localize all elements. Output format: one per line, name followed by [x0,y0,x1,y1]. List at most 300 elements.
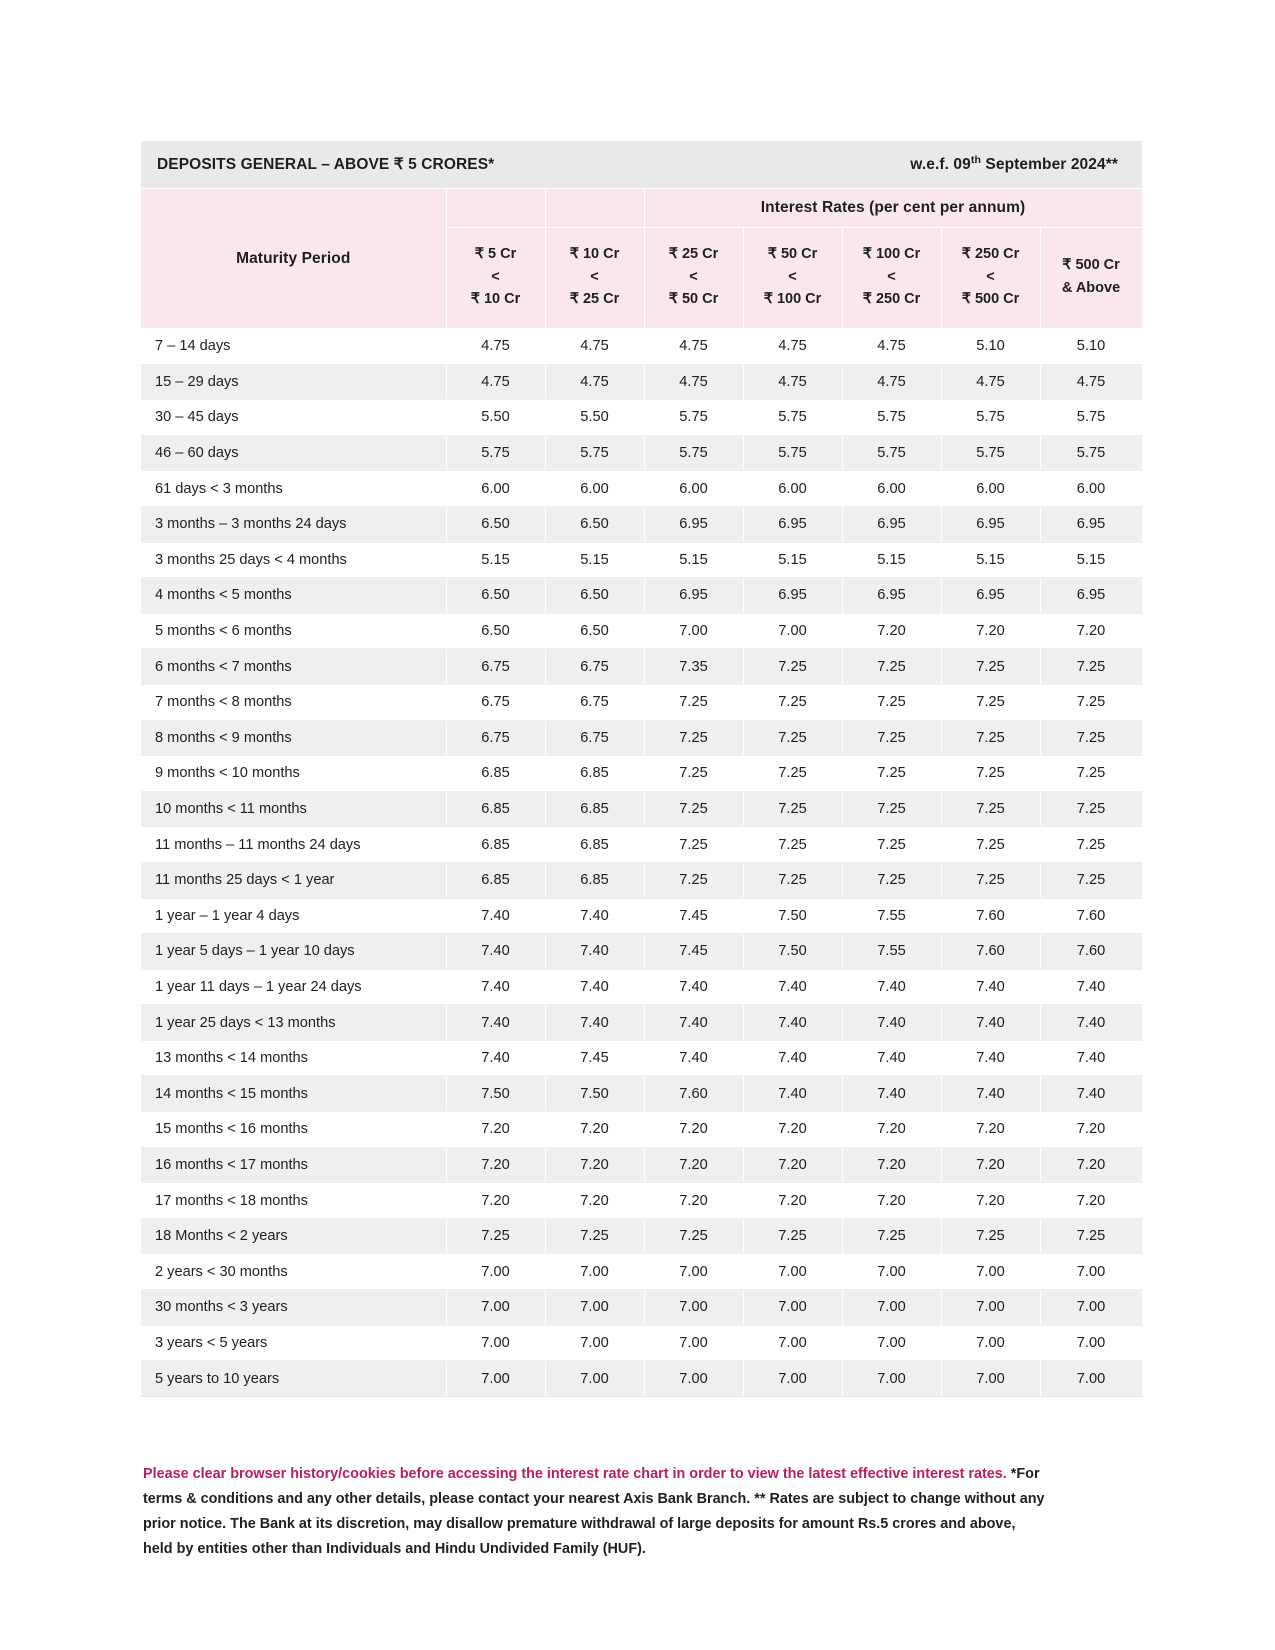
cell-rate-slab-7: 7.25 [1040,684,1142,720]
cell-rate-slab-6: 7.60 [941,934,1040,970]
cell-rate-slab-2: 7.00 [545,1325,644,1361]
column-header-maturity-period: Maturity Period [141,189,446,329]
cell-rate-slab-7: 7.25 [1040,720,1142,756]
cell-rate-slab-7: 7.25 [1040,1218,1142,1254]
cell-rate-slab-1: 6.50 [446,578,545,614]
cell-rate-slab-2: 6.75 [545,649,644,685]
cell-rate-slab-1: 7.40 [446,898,545,934]
table-row [141,1218,1142,1254]
table-row [141,578,1142,614]
cell-rate-slab-5: 7.00 [842,1290,941,1326]
cell-rate-slab-1: 7.00 [446,1361,545,1397]
table-row [141,1183,1142,1219]
cell-rate-slab-3: 4.75 [644,364,743,400]
cell-rate-slab-4: 7.20 [743,1183,842,1219]
cell-rate-slab-7: 7.00 [1040,1325,1142,1361]
cell-rate-slab-7: 6.95 [1040,506,1142,542]
cell-rate-slab-3: 7.00 [644,1290,743,1326]
cell-rate-slab-3: 6.00 [644,471,743,507]
cell-maturity-period: 5 months < 6 months [141,613,446,649]
cell-rate-slab-7: 6.95 [1040,578,1142,614]
slab-5-bottom: ₹ 250 Cr [862,291,921,308]
cell-rate-slab-1: 4.75 [446,329,545,365]
cell-rate-slab-4: 6.95 [743,506,842,542]
cell-rate-slab-7: 7.25 [1040,862,1142,898]
cell-rate-slab-5: 7.25 [842,756,941,792]
cell-rate-slab-4: 4.75 [743,329,842,365]
cell-rate-slab-6: 7.25 [941,756,1040,792]
cell-rate-slab-1: 7.40 [446,1040,545,1076]
table-row [141,435,1142,471]
slab-1-bottom: ₹ 10 Cr [470,291,521,308]
cell-rate-slab-4: 7.00 [743,1290,842,1326]
cell-rate-slab-1: 6.75 [446,684,545,720]
cell-rate-slab-7: 7.25 [1040,791,1142,827]
cell-rate-slab-2: 6.50 [545,506,644,542]
cell-rate-slab-5: 7.20 [842,1112,941,1148]
cell-rate-slab-1: 6.85 [446,862,545,898]
slab-4-operator: < [788,268,797,285]
table-row [141,898,1142,934]
cell-rate-slab-7: 4.75 [1040,364,1142,400]
table-row [141,756,1142,792]
cell-rate-slab-7: 6.00 [1040,471,1142,507]
cell-rate-slab-7: 7.00 [1040,1361,1142,1397]
table-row [141,364,1142,400]
cell-rate-slab-3: 7.20 [644,1112,743,1148]
effective-date-suffix: September 2024** [981,155,1118,173]
cell-rate-slab-2: 6.00 [545,471,644,507]
cell-rate-slab-2: 5.50 [545,400,644,436]
cell-maturity-period: 7 months < 8 months [141,684,446,720]
cell-rate-slab-3: 7.40 [644,969,743,1005]
table-title-bar [141,141,1142,189]
cell-rate-slab-2: 6.50 [545,578,644,614]
cell-rate-slab-6: 7.40 [941,1040,1040,1076]
table-row [141,649,1142,685]
table-row [141,1112,1142,1148]
cell-rate-slab-2: 7.40 [545,934,644,970]
cell-rate-slab-4: 7.40 [743,1005,842,1041]
cell-rate-slab-4: 7.25 [743,862,842,898]
cell-rate-slab-7: 7.40 [1040,1076,1142,1112]
cell-rate-slab-4: 7.20 [743,1112,842,1148]
cell-rate-slab-3: 4.75 [644,329,743,365]
cell-rate-slab-7: 5.15 [1040,542,1142,578]
table-row [141,827,1142,863]
cell-maturity-period: 5 years to 10 years [141,1361,446,1397]
cell-rate-slab-1: 6.75 [446,649,545,685]
cell-maturity-period: 8 months < 9 months [141,720,446,756]
cell-rate-slab-4: 7.40 [743,1040,842,1076]
column-header-slab-5 [842,228,941,329]
table-row [141,1147,1142,1183]
cell-rate-slab-6: 7.20 [941,1147,1040,1183]
cell-rate-slab-3: 7.00 [644,1254,743,1290]
header-spacer-2 [545,189,644,228]
cell-rate-slab-6: 4.75 [941,364,1040,400]
cell-rate-slab-4: 5.75 [743,400,842,436]
cell-rate-slab-5: 6.00 [842,471,941,507]
table-row [141,720,1142,756]
cell-rate-slab-6: 5.10 [941,329,1040,365]
table-head-row-top [141,189,1142,228]
cell-rate-slab-6: 7.25 [941,862,1040,898]
cell-rate-slab-3: 7.60 [644,1076,743,1112]
cell-rate-slab-4: 7.25 [743,684,842,720]
slab-2-operator: < [590,268,599,285]
cell-rate-slab-5: 7.00 [842,1325,941,1361]
cell-rate-slab-5: 5.75 [842,435,941,471]
cell-rate-slab-3: 7.00 [644,1361,743,1397]
cell-rate-slab-5: 4.75 [842,364,941,400]
column-header-slab-2 [545,228,644,329]
cell-rate-slab-1: 7.00 [446,1290,545,1326]
cell-rate-slab-5: 5.15 [842,542,941,578]
table-row [141,1005,1142,1041]
cell-rate-slab-4: 7.00 [743,1254,842,1290]
cell-maturity-period: 3 months – 3 months 24 days [141,506,446,542]
cell-rate-slab-5: 7.20 [842,613,941,649]
cell-maturity-period: 61 days < 3 months [141,471,446,507]
cell-rate-slab-7: 7.20 [1040,1112,1142,1148]
cell-maturity-period: 1 year 11 days – 1 year 24 days [141,969,446,1005]
cell-rate-slab-5: 7.40 [842,1040,941,1076]
slab-1-operator: < [491,268,500,285]
cell-rate-slab-3: 5.75 [644,435,743,471]
cell-maturity-period: 13 months < 14 months [141,1040,446,1076]
cell-rate-slab-2: 6.85 [545,862,644,898]
cell-rate-slab-3: 7.45 [644,934,743,970]
cell-rate-slab-3: 5.15 [644,542,743,578]
cell-rate-slab-6: 7.60 [941,898,1040,934]
column-header-slab-4 [743,228,842,329]
slab-6-bottom: ₹ 500 Cr [961,291,1020,308]
cell-maturity-period: 10 months < 11 months [141,791,446,827]
cell-rate-slab-5: 7.25 [842,1218,941,1254]
cell-rate-slab-2: 7.50 [545,1076,644,1112]
cell-rate-slab-6: 7.25 [941,1218,1040,1254]
cell-rate-slab-5: 7.20 [842,1183,941,1219]
cell-maturity-period: 6 months < 7 months [141,649,446,685]
slab-6-operator: < [986,268,995,285]
cell-rate-slab-6: 6.95 [941,578,1040,614]
cell-rate-slab-4: 7.00 [743,1325,842,1361]
cell-rate-slab-3: 7.35 [644,649,743,685]
cell-rate-slab-2: 7.25 [545,1218,644,1254]
cell-rate-slab-3: 7.20 [644,1147,743,1183]
cell-rate-slab-4: 7.20 [743,1147,842,1183]
slab-3-operator: < [689,268,698,285]
cell-rate-slab-6: 7.40 [941,969,1040,1005]
cell-rate-slab-4: 7.40 [743,1076,842,1112]
cell-rate-slab-2: 4.75 [545,364,644,400]
cell-maturity-period: 15 – 29 days [141,364,446,400]
cell-maturity-period: 17 months < 18 months [141,1183,446,1219]
table-row [141,969,1142,1005]
cell-rate-slab-5: 7.25 [842,827,941,863]
cell-rate-slab-4: 7.40 [743,969,842,1005]
cell-rate-slab-7: 5.75 [1040,400,1142,436]
cell-rate-slab-2: 6.85 [545,791,644,827]
cell-maturity-period: 4 months < 5 months [141,578,446,614]
cell-rate-slab-3: 7.25 [644,791,743,827]
cell-rate-slab-3: 7.25 [644,1218,743,1254]
cell-rate-slab-4: 7.25 [743,791,842,827]
cell-rate-slab-3: 7.20 [644,1183,743,1219]
cell-rate-slab-7: 7.20 [1040,1147,1142,1183]
cell-rate-slab-2: 7.45 [545,1040,644,1076]
cell-rate-slab-7: 7.20 [1040,1183,1142,1219]
cell-rate-slab-7: 7.20 [1040,613,1142,649]
slab-7-top: ₹ 500 Cr [1062,256,1120,273]
cell-rate-slab-6: 7.25 [941,827,1040,863]
table-row [141,1254,1142,1290]
cell-rate-slab-5: 6.95 [842,506,941,542]
table-head [141,189,1142,329]
cell-rate-slab-1: 7.00 [446,1254,545,1290]
cell-rate-slab-4: 7.50 [743,934,842,970]
slab-3-top: ₹ 25 Cr [668,246,719,263]
table-row [141,934,1142,970]
cell-rate-slab-6: 7.20 [941,1183,1040,1219]
cell-rate-slab-6: 7.25 [941,684,1040,720]
rates-sheet [141,141,1142,1397]
cell-rate-slab-3: 5.75 [644,400,743,436]
cell-rate-slab-1: 7.00 [446,1325,545,1361]
slab-3-bottom: ₹ 50 Cr [668,291,719,308]
table-row [141,613,1142,649]
cell-rate-slab-2: 5.75 [545,435,644,471]
cell-rate-slab-6: 7.00 [941,1290,1040,1326]
footer-note [143,1462,1048,1562]
cell-rate-slab-5: 7.55 [842,934,941,970]
interest-rates-table [141,189,1143,1397]
column-header-slab-6 [941,228,1040,329]
cell-maturity-period: 2 years < 30 months [141,1254,446,1290]
cell-rate-slab-3: 7.25 [644,862,743,898]
table-row [141,1361,1142,1397]
cell-rate-slab-2: 7.40 [545,1005,644,1041]
cell-rate-slab-5: 7.00 [842,1254,941,1290]
cell-rate-slab-5: 7.25 [842,684,941,720]
cell-rate-slab-6: 7.00 [941,1361,1040,1397]
cell-rate-slab-7: 7.25 [1040,827,1142,863]
cell-rate-slab-1: 5.50 [446,400,545,436]
cell-rate-slab-5: 7.20 [842,1147,941,1183]
cell-rate-slab-1: 7.40 [446,934,545,970]
cell-rate-slab-2: 6.50 [545,613,644,649]
column-header-slab-3 [644,228,743,329]
cell-rate-slab-1: 5.15 [446,542,545,578]
cell-rate-slab-4: 6.95 [743,578,842,614]
slab-1-top: ₹ 5 Cr [474,246,517,263]
cell-rate-slab-3: 7.45 [644,898,743,934]
cell-rate-slab-6: 7.40 [941,1076,1040,1112]
cell-rate-slab-7: 7.25 [1040,756,1142,792]
cell-rate-slab-1: 7.20 [446,1147,545,1183]
slab-5-top: ₹ 100 Cr [862,246,921,263]
table-row [141,791,1142,827]
cell-rate-slab-7: 7.25 [1040,649,1142,685]
cell-rate-slab-2: 7.00 [545,1254,644,1290]
slab-4-bottom: ₹ 100 Cr [763,291,822,308]
cell-rate-slab-7: 7.40 [1040,969,1142,1005]
cell-rate-slab-1: 6.85 [446,791,545,827]
slab-7-bottom: & Above [1061,280,1121,296]
footer-note-rest: *For terms & conditions and any other details, please contact your nearest Axis Bank Branch. ** Rates are subject to change without any prior notice. The Bank at its discretion, may disallow premature withdrawal of large deposits for amount Rs.5 crores and above, held by entities other than Individuals and Hindu Undivided Family (HUF). [143,1466,1045,1557]
cell-rate-slab-3: 7.25 [644,720,743,756]
cell-maturity-period: 1 year 25 days < 13 months [141,1005,446,1041]
cell-rate-slab-6: 6.00 [941,471,1040,507]
effective-date-prefix: w.e.f. 09 [910,155,971,173]
cell-rate-slab-4: 6.00 [743,471,842,507]
cell-rate-slab-2: 6.85 [545,827,644,863]
cell-maturity-period: 1 year 5 days – 1 year 10 days [141,934,446,970]
cell-rate-slab-3: 6.95 [644,506,743,542]
cell-rate-slab-2: 7.40 [545,898,644,934]
cell-rate-slab-2: 7.00 [545,1361,644,1397]
cell-rate-slab-6: 5.75 [941,435,1040,471]
cell-rate-slab-1: 7.20 [446,1183,545,1219]
cell-rate-slab-2: 6.75 [545,684,644,720]
cell-maturity-period: 9 months < 10 months [141,756,446,792]
cell-maturity-period: 3 months 25 days < 4 months [141,542,446,578]
effective-date [910,153,1126,174]
table-row [141,542,1142,578]
cell-rate-slab-4: 7.25 [743,1218,842,1254]
footer-note-highlight: Please clear browser history/cookies before accessing the interest rate chart in order to view the latest effective interest rates. [143,1466,1007,1482]
cell-rate-slab-4: 7.00 [743,613,842,649]
cell-maturity-period: 30 months < 3 years [141,1290,446,1326]
cell-rate-slab-5: 7.40 [842,969,941,1005]
cell-rate-slab-2: 6.85 [545,756,644,792]
cell-maturity-period: 46 – 60 days [141,435,446,471]
cell-rate-slab-6: 7.00 [941,1325,1040,1361]
cell-maturity-period: 15 months < 16 months [141,1112,446,1148]
cell-rate-slab-6: 7.25 [941,720,1040,756]
table-row [141,329,1142,365]
cell-rate-slab-4: 5.75 [743,435,842,471]
cell-rate-slab-2: 7.00 [545,1290,644,1326]
cell-maturity-period: 11 months 25 days < 1 year [141,862,446,898]
cell-rate-slab-5: 6.95 [842,578,941,614]
cell-maturity-period: 1 year – 1 year 4 days [141,898,446,934]
cell-rate-slab-1: 6.85 [446,756,545,792]
table-row [141,1076,1142,1112]
cell-rate-slab-5: 7.25 [842,720,941,756]
cell-rate-slab-4: 5.15 [743,542,842,578]
cell-rate-slab-2: 7.20 [545,1183,644,1219]
cell-rate-slab-3: 7.25 [644,684,743,720]
cell-rate-slab-5: 7.40 [842,1005,941,1041]
header-spacer-1 [446,189,545,228]
slab-6-top: ₹ 250 Cr [961,246,1020,263]
cell-rate-slab-3: 7.40 [644,1040,743,1076]
cell-maturity-period: 14 months < 15 months [141,1076,446,1112]
cell-rate-slab-6: 5.75 [941,400,1040,436]
column-header-slab-7 [1040,228,1142,329]
cell-rate-slab-2: 7.20 [545,1112,644,1148]
slab-5-operator: < [887,268,896,285]
cell-rate-slab-5: 7.55 [842,898,941,934]
table-body [141,329,1142,1397]
cell-rate-slab-2: 7.40 [545,969,644,1005]
cell-rate-slab-4: 7.25 [743,649,842,685]
cell-maturity-period: 30 – 45 days [141,400,446,436]
cell-rate-slab-1: 6.00 [446,471,545,507]
cell-rate-slab-2: 4.75 [545,329,644,365]
slab-2-bottom: ₹ 25 Cr [569,291,620,308]
cell-rate-slab-4: 7.25 [743,827,842,863]
cell-rate-slab-3: 7.00 [644,1325,743,1361]
cell-rate-slab-6: 7.25 [941,791,1040,827]
cell-rate-slab-7: 7.60 [1040,898,1142,934]
cell-rate-slab-1: 6.50 [446,506,545,542]
table-row [141,862,1142,898]
cell-rate-slab-7: 7.40 [1040,1005,1142,1041]
slab-4-top: ₹ 50 Cr [767,246,818,263]
cell-rate-slab-1: 7.40 [446,969,545,1005]
cell-rate-slab-6: 7.20 [941,613,1040,649]
cell-rate-slab-5: 4.75 [842,329,941,365]
cell-rate-slab-1: 4.75 [446,364,545,400]
cell-rate-slab-2: 5.15 [545,542,644,578]
cell-rate-slab-1: 6.85 [446,827,545,863]
cell-rate-slab-4: 7.50 [743,898,842,934]
cell-rate-slab-6: 6.95 [941,506,1040,542]
table-row [141,684,1142,720]
cell-rate-slab-5: 7.25 [842,649,941,685]
cell-rate-slab-3: 7.40 [644,1005,743,1041]
cell-rate-slab-1: 7.20 [446,1112,545,1148]
cell-rate-slab-7: 7.40 [1040,1040,1142,1076]
cell-rate-slab-1: 5.75 [446,435,545,471]
cell-rate-slab-6: 7.40 [941,1005,1040,1041]
cell-rate-slab-4: 7.00 [743,1361,842,1397]
table-row [141,400,1142,436]
cell-rate-slab-6: 5.15 [941,542,1040,578]
cell-rate-slab-6: 7.00 [941,1254,1040,1290]
cell-rate-slab-6: 7.20 [941,1112,1040,1148]
cell-rate-slab-2: 7.20 [545,1147,644,1183]
cell-rate-slab-4: 7.25 [743,720,842,756]
table-row [141,1290,1142,1326]
cell-rate-slab-3: 7.00 [644,613,743,649]
cell-rate-slab-6: 7.25 [941,649,1040,685]
cell-rate-slab-7: 7.00 [1040,1290,1142,1326]
slab-2-top: ₹ 10 Cr [569,246,620,263]
cell-rate-slab-5: 7.00 [842,1361,941,1397]
cell-rate-slab-5: 7.40 [842,1076,941,1112]
cell-maturity-period: 11 months – 11 months 24 days [141,827,446,863]
effective-date-ordinal: th [970,153,982,166]
cell-rate-slab-1: 7.40 [446,1005,545,1041]
cell-rate-slab-3: 7.25 [644,827,743,863]
cell-maturity-period: 18 Months < 2 years [141,1218,446,1254]
table-row [141,1325,1142,1361]
cell-rate-slab-7: 5.10 [1040,329,1142,365]
column-header-interest-rates: Interest Rates (per cent per annum) [644,189,1142,228]
cell-rate-slab-1: 7.50 [446,1076,545,1112]
cell-rate-slab-3: 6.95 [644,578,743,614]
cell-rate-slab-7: 7.00 [1040,1254,1142,1290]
table-row [141,1040,1142,1076]
cell-rate-slab-4: 7.25 [743,756,842,792]
cell-maturity-period: 7 – 14 days [141,329,446,365]
column-header-slab-1 [446,228,545,329]
cell-rate-slab-1: 6.50 [446,613,545,649]
